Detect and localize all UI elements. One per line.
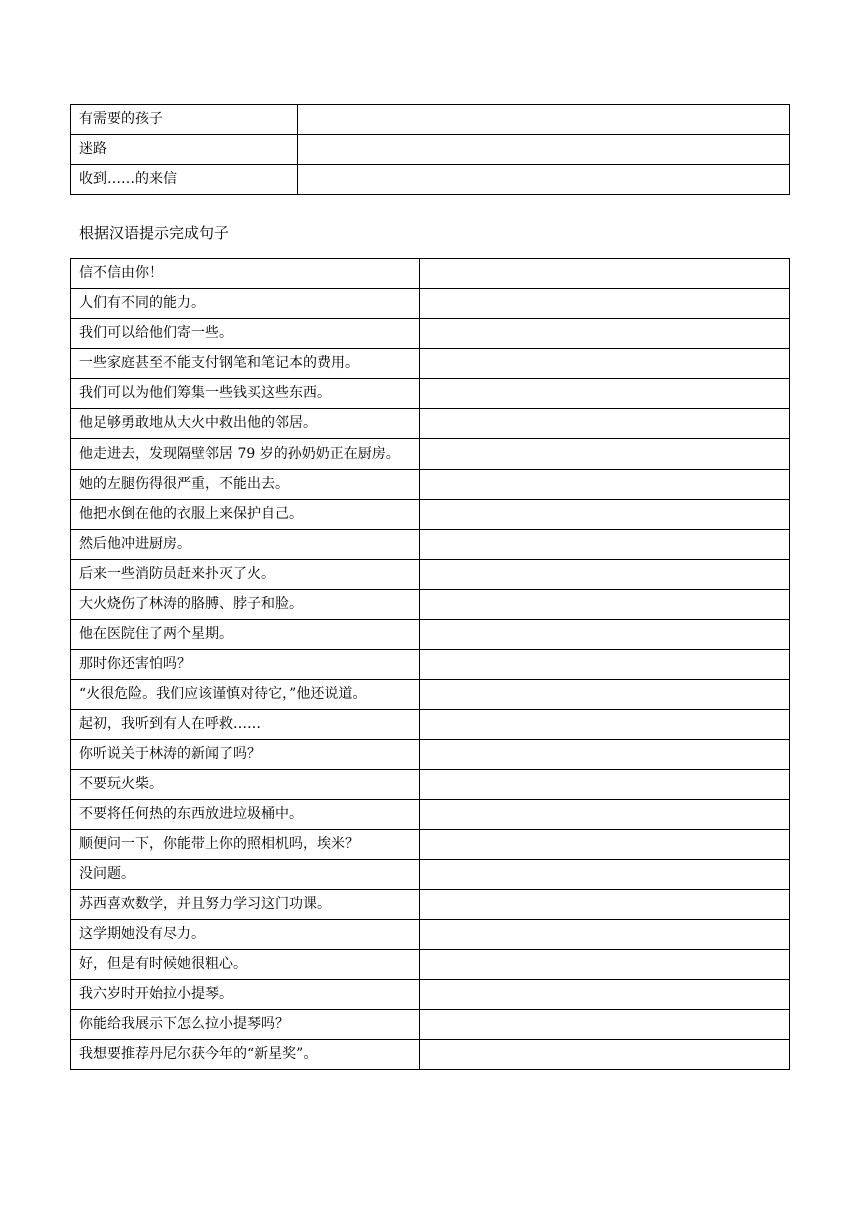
table-row <box>71 409 790 439</box>
table-row <box>71 770 790 800</box>
table-row <box>71 500 790 530</box>
sentence-answer-cell[interactable] <box>420 980 790 1010</box>
sentence-answer-cell[interactable] <box>420 830 790 860</box>
table-row <box>71 620 790 650</box>
sentence-prompt-cell: 那时你还害怕吗？ <box>71 650 420 680</box>
sentence-answer-cell[interactable] <box>420 1010 790 1040</box>
table-row <box>71 349 790 379</box>
vocab-answer-cell[interactable] <box>298 165 790 195</box>
sentence-prompt-cell: 不要玩火柴。 <box>71 770 420 800</box>
sentence-answer-cell[interactable] <box>420 379 790 409</box>
table-row <box>71 165 790 195</box>
sentence-answer-cell[interactable] <box>420 770 790 800</box>
sentence-prompt-cell: 苏西喜欢数学，并且努力学习这门功课。 <box>71 890 420 920</box>
sentence-prompt-cell: “火很危险。我们应该谨慎对待它，”他还说道。 <box>71 680 420 710</box>
sentence-answer-cell[interactable] <box>420 259 790 289</box>
vocab-table <box>70 104 790 195</box>
sentence-answer-cell[interactable] <box>420 650 790 680</box>
table-row <box>71 890 790 920</box>
table-row <box>71 289 790 319</box>
sentence-prompt-cell: 她的左腿伤得很严重，不能出去。 <box>71 470 420 500</box>
sentence-answer-cell[interactable] <box>420 500 790 530</box>
table-row <box>71 530 790 560</box>
table-row <box>71 710 790 740</box>
sentence-answer-cell[interactable] <box>420 409 790 439</box>
sentence-prompt-cell: 你听说关于林涛的新闻了吗？ <box>71 740 420 770</box>
sentence-answer-cell[interactable] <box>420 680 790 710</box>
sentence-prompt-cell: 他走进去，发现隔壁邻居 79 岁的孙奶奶正在厨房。 <box>71 439 420 470</box>
sentence-answer-cell[interactable] <box>420 1040 790 1070</box>
table-row <box>71 105 790 135</box>
table-row <box>71 860 790 890</box>
sentence-prompt-cell: 然后他冲进厨房。 <box>71 530 420 560</box>
sentence-prompt-cell: 顺便问一下，你能带上你的照相机吗，埃米？ <box>71 830 420 860</box>
sentence-prompt-cell: 一些家庭甚至不能支付钢笔和笔记本的费用。 <box>71 349 420 379</box>
table-row <box>71 980 790 1010</box>
sentence-prompt-cell: 好，但是有时候她很粗心。 <box>71 950 420 980</box>
sentence-answer-cell[interactable] <box>420 800 790 830</box>
sentence-answer-cell[interactable] <box>420 590 790 620</box>
sentence-prompt-cell: 我想要推荐丹尼尔获今年的“新星奖”。 <box>71 1040 420 1070</box>
table-row <box>71 470 790 500</box>
sentence-answer-cell[interactable] <box>420 920 790 950</box>
sentence-prompt-cell: 信不信由你！ <box>71 259 420 289</box>
table-row <box>71 319 790 349</box>
sentence-prompt-cell: 起初，我听到有人在呼救…… <box>71 710 420 740</box>
vocab-answer-cell[interactable] <box>298 135 790 165</box>
table-row <box>71 590 790 620</box>
table-row <box>71 680 790 710</box>
sentence-prompt-cell: 后来一些消防员赶来扑灭了火。 <box>71 560 420 590</box>
sentence-answer-cell[interactable] <box>420 890 790 920</box>
vocab-prompt-cell: 迷路 <box>71 135 298 165</box>
sentence-prompt-cell: 我们可以为他们筹集一些钱买这些东西。 <box>71 379 420 409</box>
sentence-prompt-cell: 他在医院住了两个星期。 <box>71 620 420 650</box>
vocab-prompt-cell: 收到……的来信 <box>71 165 298 195</box>
sentence-answer-cell[interactable] <box>420 620 790 650</box>
table-row <box>71 439 790 470</box>
sentence-prompt-cell: 我们可以给他们寄一些。 <box>71 319 420 349</box>
table-row <box>71 560 790 590</box>
sentence-answer-cell[interactable] <box>420 950 790 980</box>
section-heading: 根据汉语提示完成句子 <box>79 224 230 242</box>
sentence-answer-cell[interactable] <box>420 860 790 890</box>
vocab-prompt-cell: 有需要的孩子 <box>71 105 298 135</box>
sentence-prompt-cell: 我六岁时开始拉小提琴。 <box>71 980 420 1010</box>
sentence-table <box>70 258 790 1070</box>
table-row <box>71 1040 790 1070</box>
sentence-answer-cell[interactable] <box>420 470 790 500</box>
sentence-answer-cell[interactable] <box>420 319 790 349</box>
sentence-prompt-cell: 没问题。 <box>71 860 420 890</box>
sentence-prompt-cell: 他足够勇敢地从大火中救出他的邻居。 <box>71 409 420 439</box>
table-row <box>71 800 790 830</box>
table-row <box>71 1010 790 1040</box>
table-row <box>71 830 790 860</box>
sentence-answer-cell[interactable] <box>420 349 790 379</box>
table-row <box>71 135 790 165</box>
sentence-answer-cell[interactable] <box>420 710 790 740</box>
sentence-prompt-cell: 人们有不同的能力。 <box>71 289 420 319</box>
sentence-answer-cell[interactable] <box>420 439 790 470</box>
sentence-prompt-cell: 你能给我展示下怎么拉小提琴吗？ <box>71 1010 420 1040</box>
table-row <box>71 950 790 980</box>
sentence-prompt-cell: 大火烧伤了林涛的胳膊、脖子和脸。 <box>71 590 420 620</box>
table-row <box>71 920 790 950</box>
sentence-prompt-cell: 这学期她没有尽力。 <box>71 920 420 950</box>
sentence-answer-cell[interactable] <box>420 289 790 319</box>
table-row <box>71 650 790 680</box>
sentence-answer-cell[interactable] <box>420 530 790 560</box>
sentence-prompt-cell: 不要将任何热的东西放进垃圾桶中。 <box>71 800 420 830</box>
sentence-answer-cell[interactable] <box>420 560 790 590</box>
vocab-answer-cell[interactable] <box>298 105 790 135</box>
table-row <box>71 740 790 770</box>
sentence-prompt-cell: 他把水倒在他的衣服上来保护自己。 <box>71 500 420 530</box>
sentence-answer-cell[interactable] <box>420 740 790 770</box>
table-row <box>71 259 790 289</box>
table-row <box>71 379 790 409</box>
